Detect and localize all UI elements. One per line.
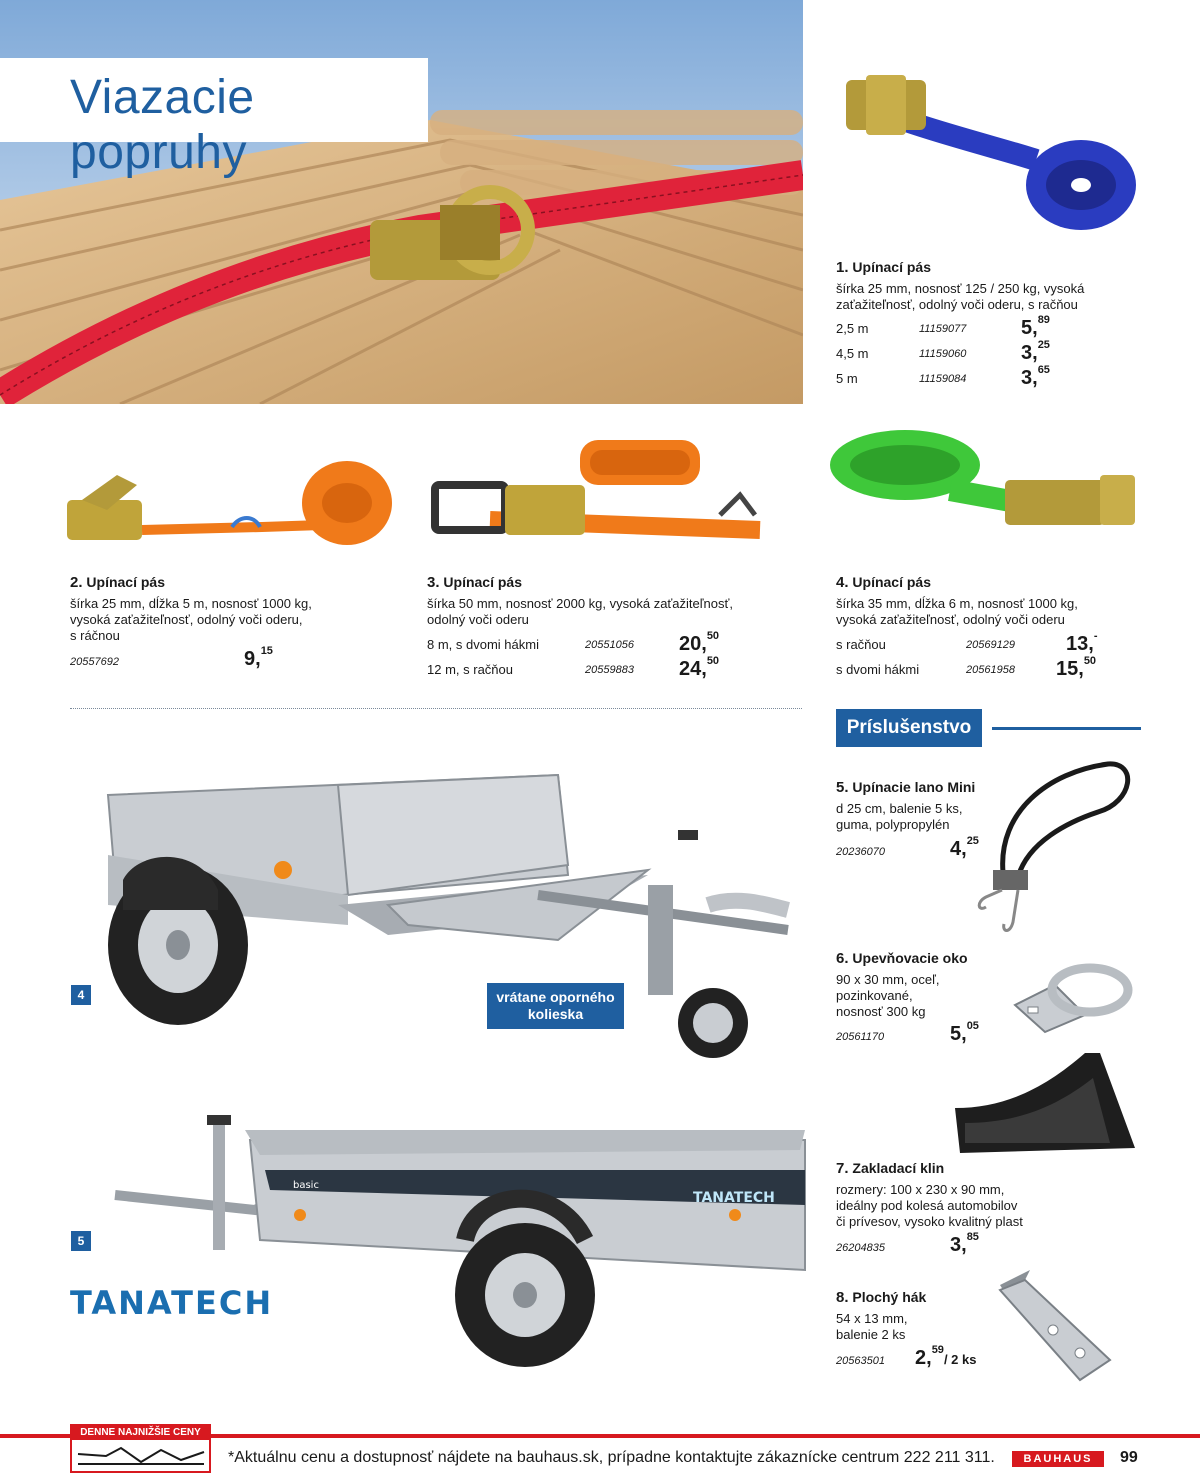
product-6-code: 20561170: [836, 1031, 885, 1043]
price-chart-icon: [76, 1442, 206, 1470]
badge-5: 5: [71, 1231, 91, 1251]
product-7-title: 7. Zakladací klin: [836, 1160, 945, 1177]
product-8-price: 2,59/ 2 ks: [915, 1344, 977, 1369]
product-6-title: 6. Upevňovacie oko: [836, 950, 968, 967]
trailer-brand-label: TANATECH: [693, 1190, 775, 1206]
product-6-price: 5,05: [950, 1020, 979, 1045]
trailer-4-image: [88, 765, 808, 1065]
product-5-title: 5. Upínacie lano Mini: [836, 779, 976, 796]
page-title: Viazacie popruhy: [70, 71, 255, 179]
product-3-row: 8 m, s dvomi hákmi 20551056 20,50: [427, 630, 720, 655]
product-3-desc: šírka 50 mm, nosnosť 2000 kg, vysoká zaťažiteľnosť, odolný voči oderu: [427, 596, 734, 627]
product-2-desc: šírka 25 mm, dĺžka 5 m, nosnosť 1000 kg, vysoká zaťažiteľnosť, odolný voči oderu, s ráčnou: [70, 596, 312, 643]
page-title-box: [0, 58, 428, 179]
price: 20,50: [679, 630, 720, 655]
accessories-heading-line: [992, 727, 1141, 730]
product-1-title: 1. Upínací pás: [836, 259, 931, 276]
lowest-prices-label: DENNE NAJNIŽŠIE CENY: [72, 1426, 209, 1440]
product-8-title: 8. Plochý hák: [836, 1289, 927, 1306]
bauhaus-logo: BAUHAUS: [1012, 1451, 1104, 1467]
product-4-row: s dvomi hákmi 20561958 15,50: [836, 655, 1097, 680]
product-2-title: 2. Upínací pás: [70, 574, 165, 591]
product-2-price: 9,15: [244, 645, 273, 670]
product-7-desc: rozmery: 100 x 230 x 90 mm, ideálny pod kolesá automobilov či prívesov, vysoko kvalitný plast: [836, 1182, 1023, 1229]
price: 5,89: [1021, 314, 1050, 339]
footer-note: *Aktuálnu cenu a dostupnosť nájdete na bauhaus.sk, prípadne kontaktujte zákaznícke centrum 222 211 311.: [228, 1449, 995, 1466]
price: 3,25: [1021, 339, 1050, 364]
product-1-row: 4,5 m 11159060 3,25: [836, 339, 1050, 364]
product-7-code: 26204835: [836, 1242, 885, 1254]
price: 24,50: [679, 655, 720, 680]
trailer-note: vrátane oporného kolieska: [487, 983, 624, 1029]
product-2-code: 20557692: [70, 656, 119, 668]
product-1-image: [836, 70, 1146, 240]
page-number: 99: [1120, 1449, 1138, 1466]
product-4-desc: šírka 35 mm, dĺžka 6 m, nosnosť 1000 kg, vysoká zaťažiteľnosť, odolný voči oderu: [836, 596, 1078, 627]
price: 13,-: [1066, 630, 1098, 655]
product-3-image: [430, 425, 770, 545]
product-8-desc: 54 x 13 mm, balenie 2 ks: [836, 1311, 908, 1342]
wheel-chock-image: [945, 1048, 1140, 1158]
product-3-row: 12 m, s račňou 20559883 24,50: [427, 655, 720, 680]
product-5-price: 4,25: [950, 835, 979, 860]
trailer-basic-label: basic: [293, 1180, 319, 1191]
product-5-code: 20236070: [836, 846, 885, 858]
lowest-prices-badge: [70, 1424, 211, 1473]
tie-down-ring-image: [1010, 960, 1135, 1035]
badge-4: 4: [71, 985, 91, 1005]
flat-hook-image: [985, 1265, 1115, 1385]
section-divider: [70, 708, 802, 709]
product-2-image: [62, 455, 402, 560]
product-6-desc: 90 x 30 mm, oceľ, pozinkované, nosnosť 300 kg: [836, 972, 940, 1019]
product-4-title: 4. Upínací pás: [836, 574, 931, 591]
product-1-desc: šírka 25 mm, nosnosť 125 / 250 kg, vysoká zaťažiteľnosť, odolný voči oderu, s račňou: [836, 281, 1085, 312]
accessories-heading: Príslušenstvo: [836, 709, 982, 747]
product-7-price: 3,85: [950, 1231, 979, 1256]
product-1-row: 5 m 11159084 3,65: [836, 364, 1050, 389]
product-4-image: [830, 420, 1140, 545]
trailer-5-image: [95, 1110, 810, 1370]
price: 15,50: [1056, 655, 1097, 680]
product-8-code: 20563501: [836, 1355, 885, 1367]
product-5-desc: d 25 cm, balenie 5 ks, guma, polypropylén: [836, 801, 963, 832]
bungee-cord-image: [958, 752, 1143, 937]
product-1-row: 2,5 m 11159077 5,89: [836, 314, 1050, 339]
price: 3,65: [1021, 364, 1050, 389]
product-4-row: s račňou 20569129 13,-: [836, 630, 1098, 655]
tanatech-logo: TANATECH: [70, 1284, 274, 1322]
product-3-title: 3. Upínací pás: [427, 574, 522, 591]
